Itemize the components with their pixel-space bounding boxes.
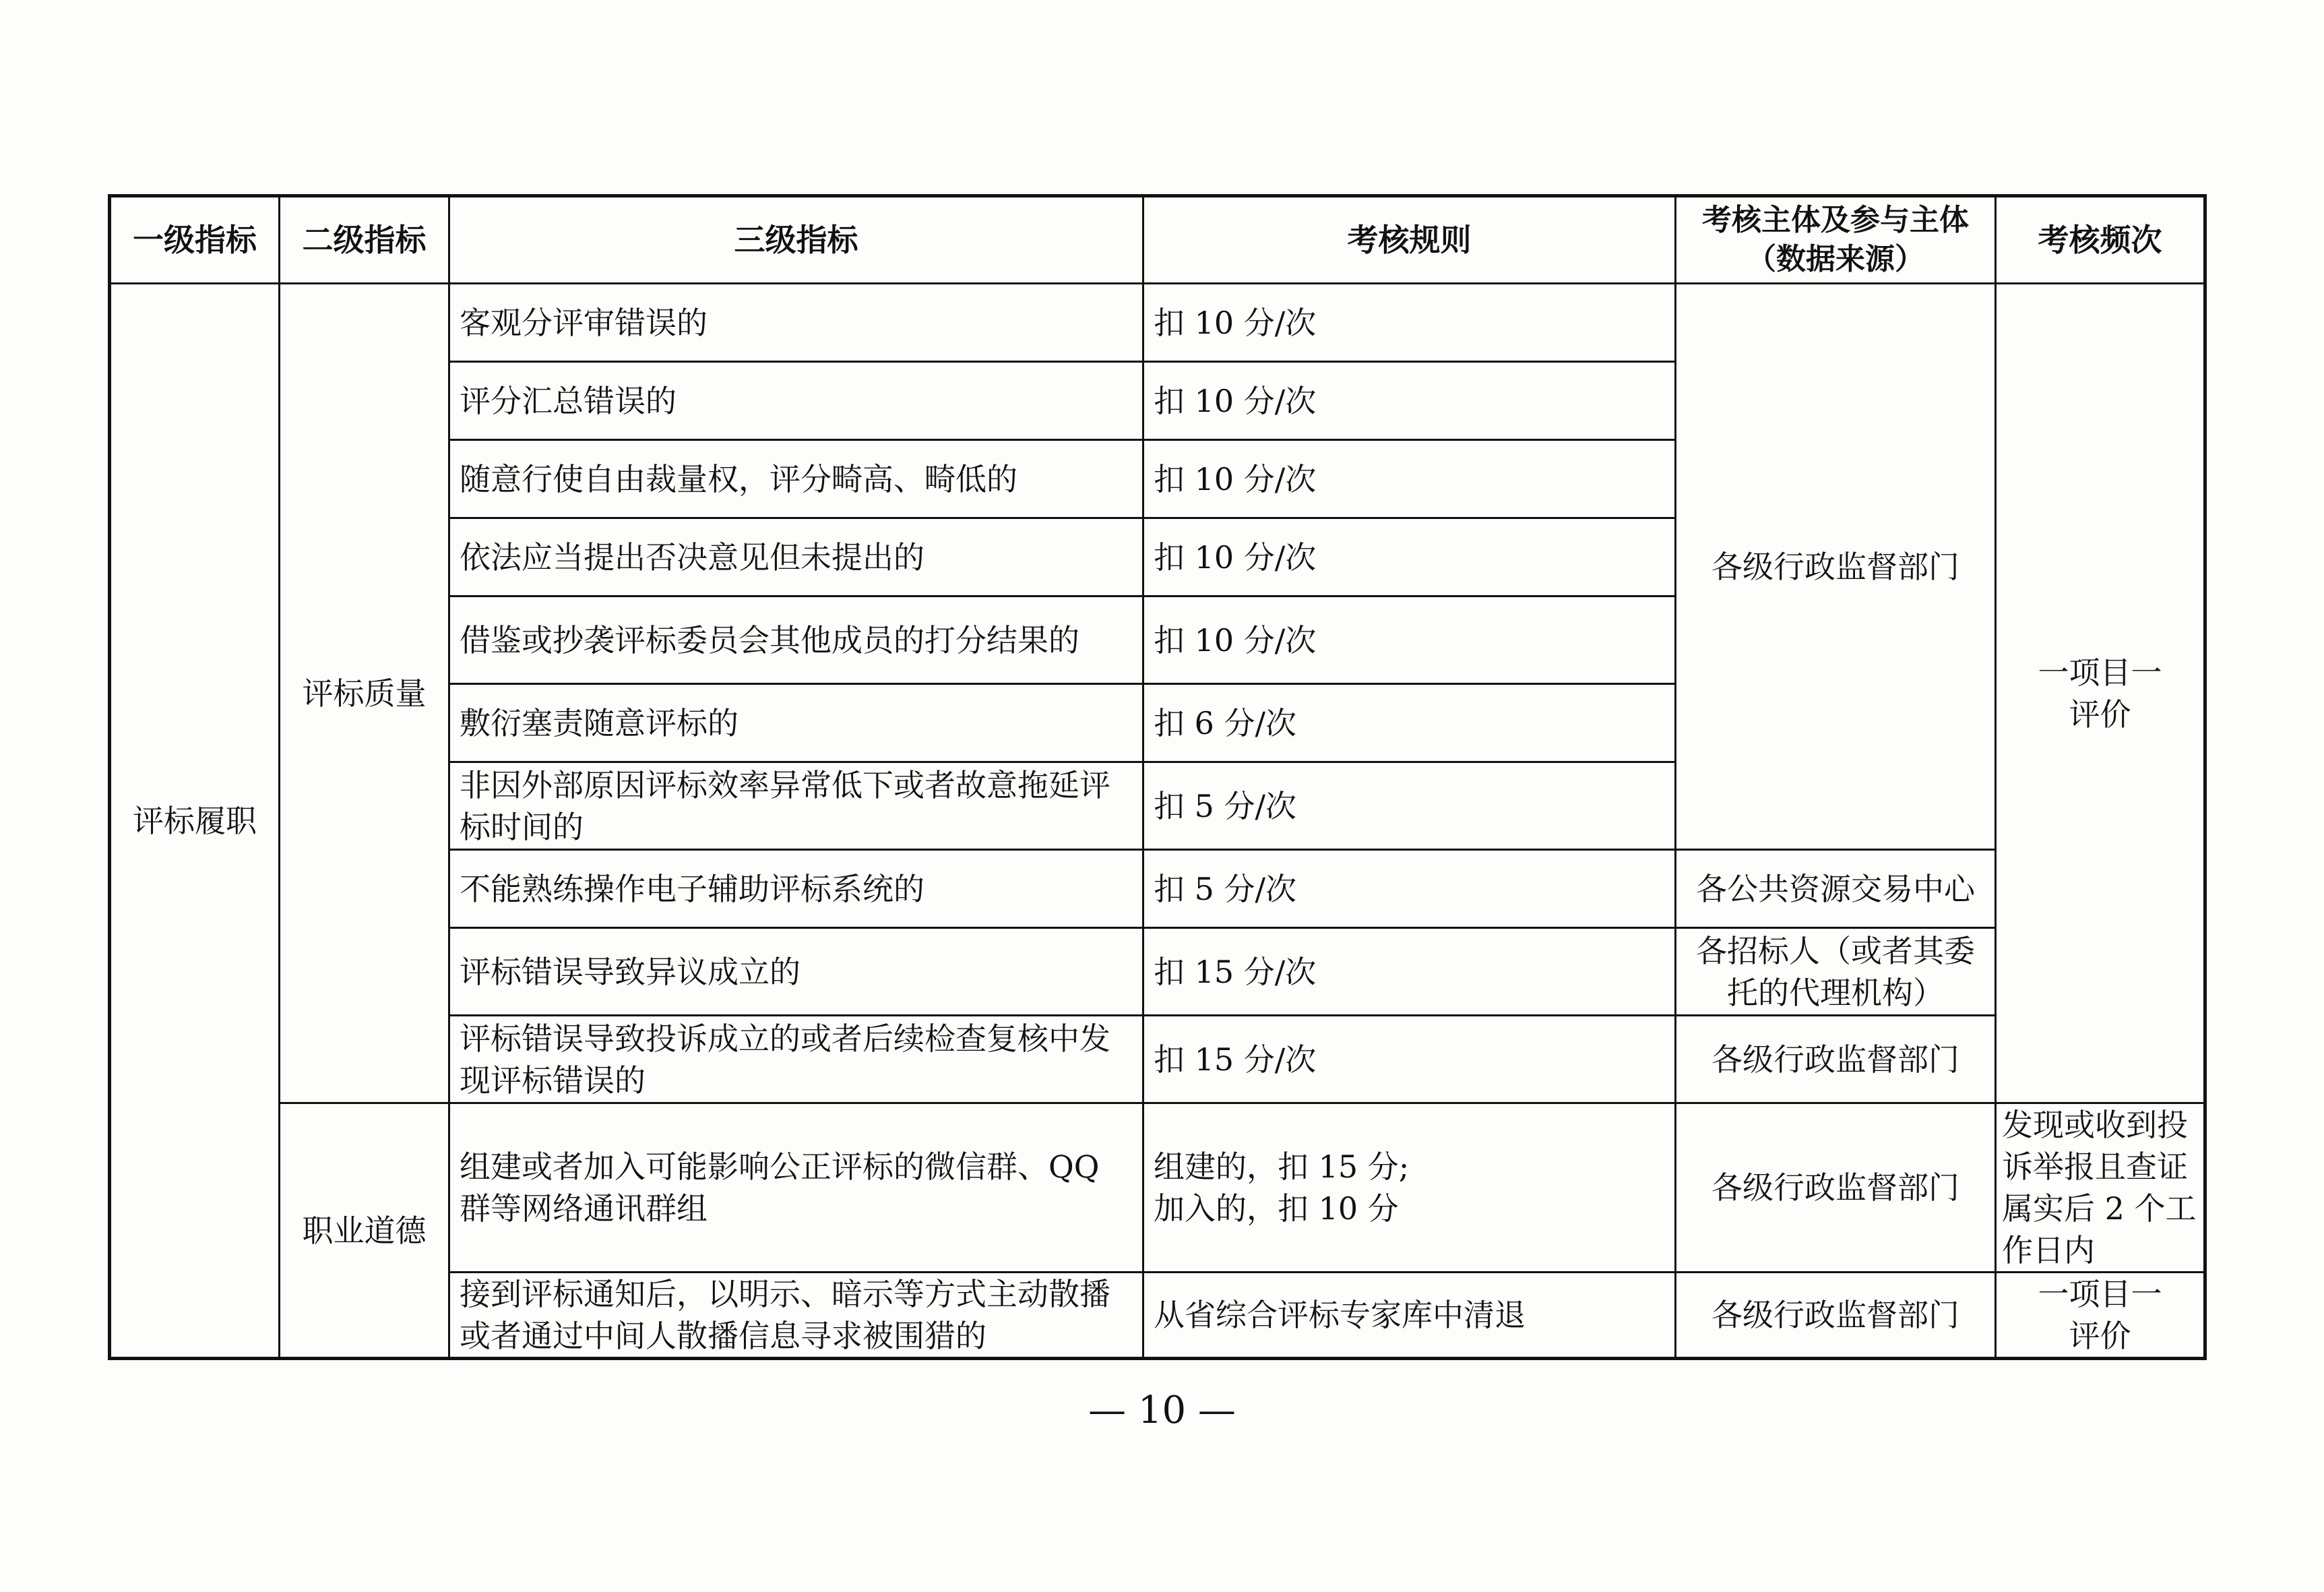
frequency-cell: 一项目一评价	[1996, 1273, 2205, 1359]
rule-cell: 扣 10 分/次	[1143, 596, 1676, 684]
indicator-cell: 依法应当提出否决意见但未提出的	[449, 518, 1143, 596]
rule-cell: 扣 10 分/次	[1143, 362, 1676, 440]
subject-cell: 各级行政监督部门	[1676, 1016, 1996, 1103]
rule-cell: 扣 10 分/次	[1143, 518, 1676, 596]
indicator-cell: 随意行使自由裁量权，评分畸高、畸低的	[449, 440, 1143, 518]
header-level1: 一级指标	[110, 196, 280, 284]
rule-cell: 扣 15 分/次	[1143, 1016, 1676, 1103]
rule-cell: 扣 10 分/次	[1143, 284, 1676, 362]
rule-line: 组建的，扣 15 分;	[1154, 1149, 1410, 1185]
subject-cell: 各招标人（或者其委托的代理机构）	[1676, 928, 1996, 1016]
header-subject: 考核主体及参与主体（数据来源）	[1676, 196, 1996, 284]
header-level2: 二级指标	[280, 196, 449, 284]
rule-cell: 从省综合评标专家库中清退	[1143, 1273, 1676, 1359]
rule-cell: 扣 5 分/次	[1143, 762, 1676, 850]
indicator-cell: 借鉴或抄袭评标委员会其他成员的打分结果的	[449, 596, 1143, 684]
evaluation-table	[108, 194, 2207, 1360]
subject-cell: 各公共资源交易中心	[1676, 850, 1996, 928]
header-rule: 考核规则	[1143, 196, 1676, 284]
indicator-cell: 接到评标通知后，以明示、暗示等方式主动散播或者通过中间人散播信息寻求被围猎的	[449, 1273, 1143, 1359]
rule-cell: 扣 10 分/次	[1143, 440, 1676, 518]
page-number: — 10 —	[1088, 1388, 1236, 1432]
indicator-cell: 非因外部原因评标效率异常低下或者故意拖延评标时间的	[449, 762, 1143, 850]
rule-cell: 扣 5 分/次	[1143, 850, 1676, 928]
indicator-cell: 评标错误导致投诉成立的或者后续检查复核中发现评标错误的	[449, 1016, 1143, 1103]
rule-cell	[1143, 1103, 1676, 1273]
indicator-cell: 不能熟练操作电子辅助评标系统的	[449, 850, 1143, 928]
indicator-cell: 评标错误导致异议成立的	[449, 928, 1143, 1016]
level2-cell-ethics: 职业道德	[280, 1103, 449, 1359]
indicator-cell: 评分汇总错误的	[449, 362, 1143, 440]
rule-cell: 扣 15 分/次	[1143, 928, 1676, 1016]
rule-cell: 扣 6 分/次	[1143, 684, 1676, 762]
level2-cell-quality: 评标质量	[280, 284, 449, 1103]
frequency-cell: 一项目一评价	[1996, 284, 2205, 1103]
table-row	[110, 1103, 2205, 1273]
subject-cell: 各级行政监督部门	[1676, 1103, 1996, 1273]
header-level3: 三级指标	[449, 196, 1143, 284]
header-frequency: 考核频次	[1996, 196, 2205, 284]
indicator-cell: 组建或者加入可能影响公正评标的微信群、QQ 群等网络通讯群组	[449, 1103, 1143, 1273]
subject-cell: 各级行政监督部门	[1676, 1273, 1996, 1359]
frequency-cell: 发现或收到投诉举报且查证属实后 2 个工作日内	[1996, 1103, 2205, 1273]
indicator-cell: 客观分评审错误的	[449, 284, 1143, 362]
table-row	[110, 284, 2205, 362]
subject-cell: 各级行政监督部门	[1676, 284, 1996, 850]
table-header-row	[110, 196, 2205, 284]
indicator-cell: 敷衍塞责随意评标的	[449, 684, 1143, 762]
level1-cell: 评标履职	[110, 284, 280, 1359]
rule-line: 加入的，扣 10 分	[1154, 1190, 1399, 1227]
